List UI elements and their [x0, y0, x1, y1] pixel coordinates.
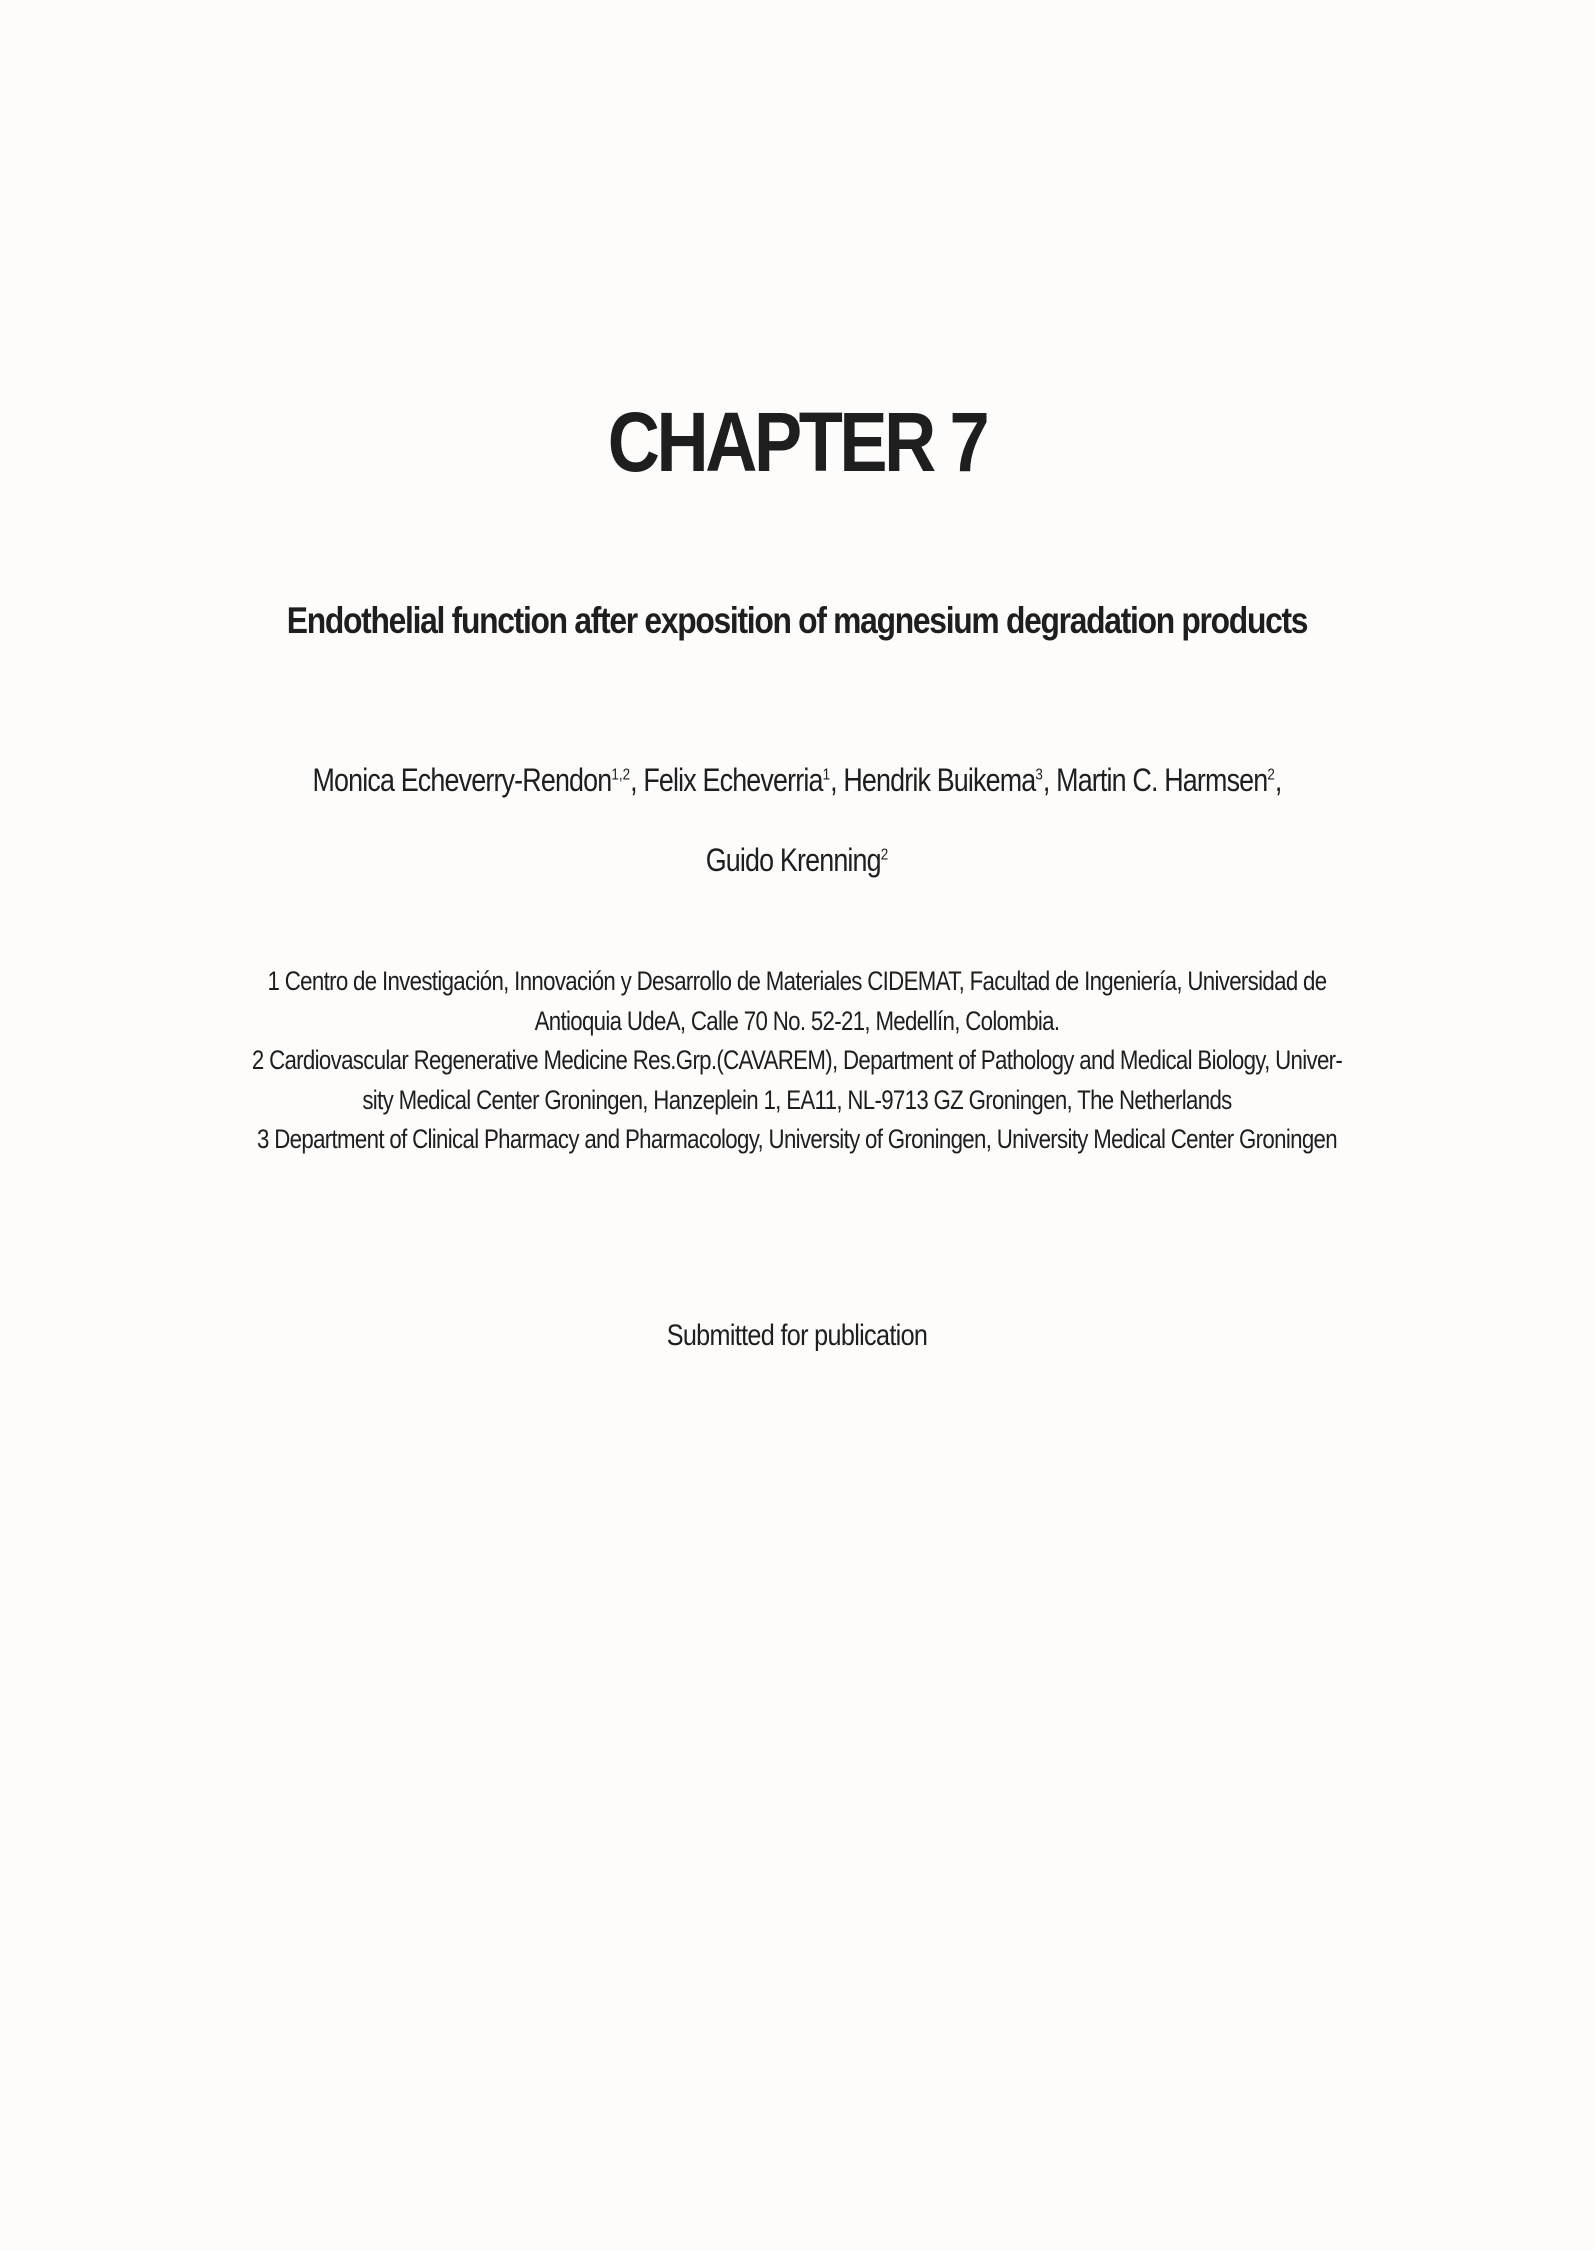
- author-affiliation-marker: 1,2: [611, 766, 631, 784]
- author-name: Felix Echeverria: [643, 762, 823, 798]
- author-name: Hendrik Buikema: [843, 762, 1036, 798]
- author-name: Guido Krenning: [705, 842, 881, 878]
- author-affiliation-marker: 2: [880, 846, 889, 864]
- author-list-line-2: [128, 838, 1467, 882]
- author-separator: ,: [1042, 762, 1057, 798]
- author-separator: ,: [830, 762, 844, 798]
- author-affiliation-marker: 1: [822, 766, 831, 784]
- author-list-line-1: [128, 758, 1467, 802]
- author-name: Monica Echeverry-Rendon: [312, 762, 612, 798]
- affiliation-line: 3 Department of Clinical Pharmacy and Pharmacology, University of Groningen, University Medical Center Groningen: [257, 1124, 1337, 1154]
- author-name: Martin C. Harmsen: [1056, 762, 1268, 798]
- author-affiliation-marker: 3: [1035, 766, 1043, 784]
- affiliation-line: Antioquia UdeA, Calle 70 No. 52-21, Medellín, Colombia.: [534, 1005, 1060, 1036]
- author-separator: ,: [1274, 762, 1282, 798]
- chapter-heading: CHAPTER 7: [607, 395, 987, 489]
- affiliation-line: sity Medical Center Groningen, Hanzeplein 1, EA11, NL-9713 GZ Groningen, The Netherlands: [362, 1084, 1232, 1115]
- author-affiliation-marker: 2: [1267, 766, 1275, 784]
- affiliations-block: [120, 962, 1474, 1160]
- author-separator: ,: [630, 762, 644, 798]
- publication-status: Submitted for publication: [666, 1319, 928, 1352]
- affiliation-line: 2 Cardiovascular Regenerative Medicine Res.Grp.(CAVAREM), Department of Pathology and Medical Biology, Univer-: [251, 1045, 1343, 1075]
- article-title: Endothelial function after exposition of magnesium degradation products: [286, 600, 1308, 641]
- affiliation-line: 1 Centro de Investigación, Innovación y Desarrollo de Materiales CIDEMAT, Facultad de Ingeniería, Universidad de: [267, 966, 1327, 996]
